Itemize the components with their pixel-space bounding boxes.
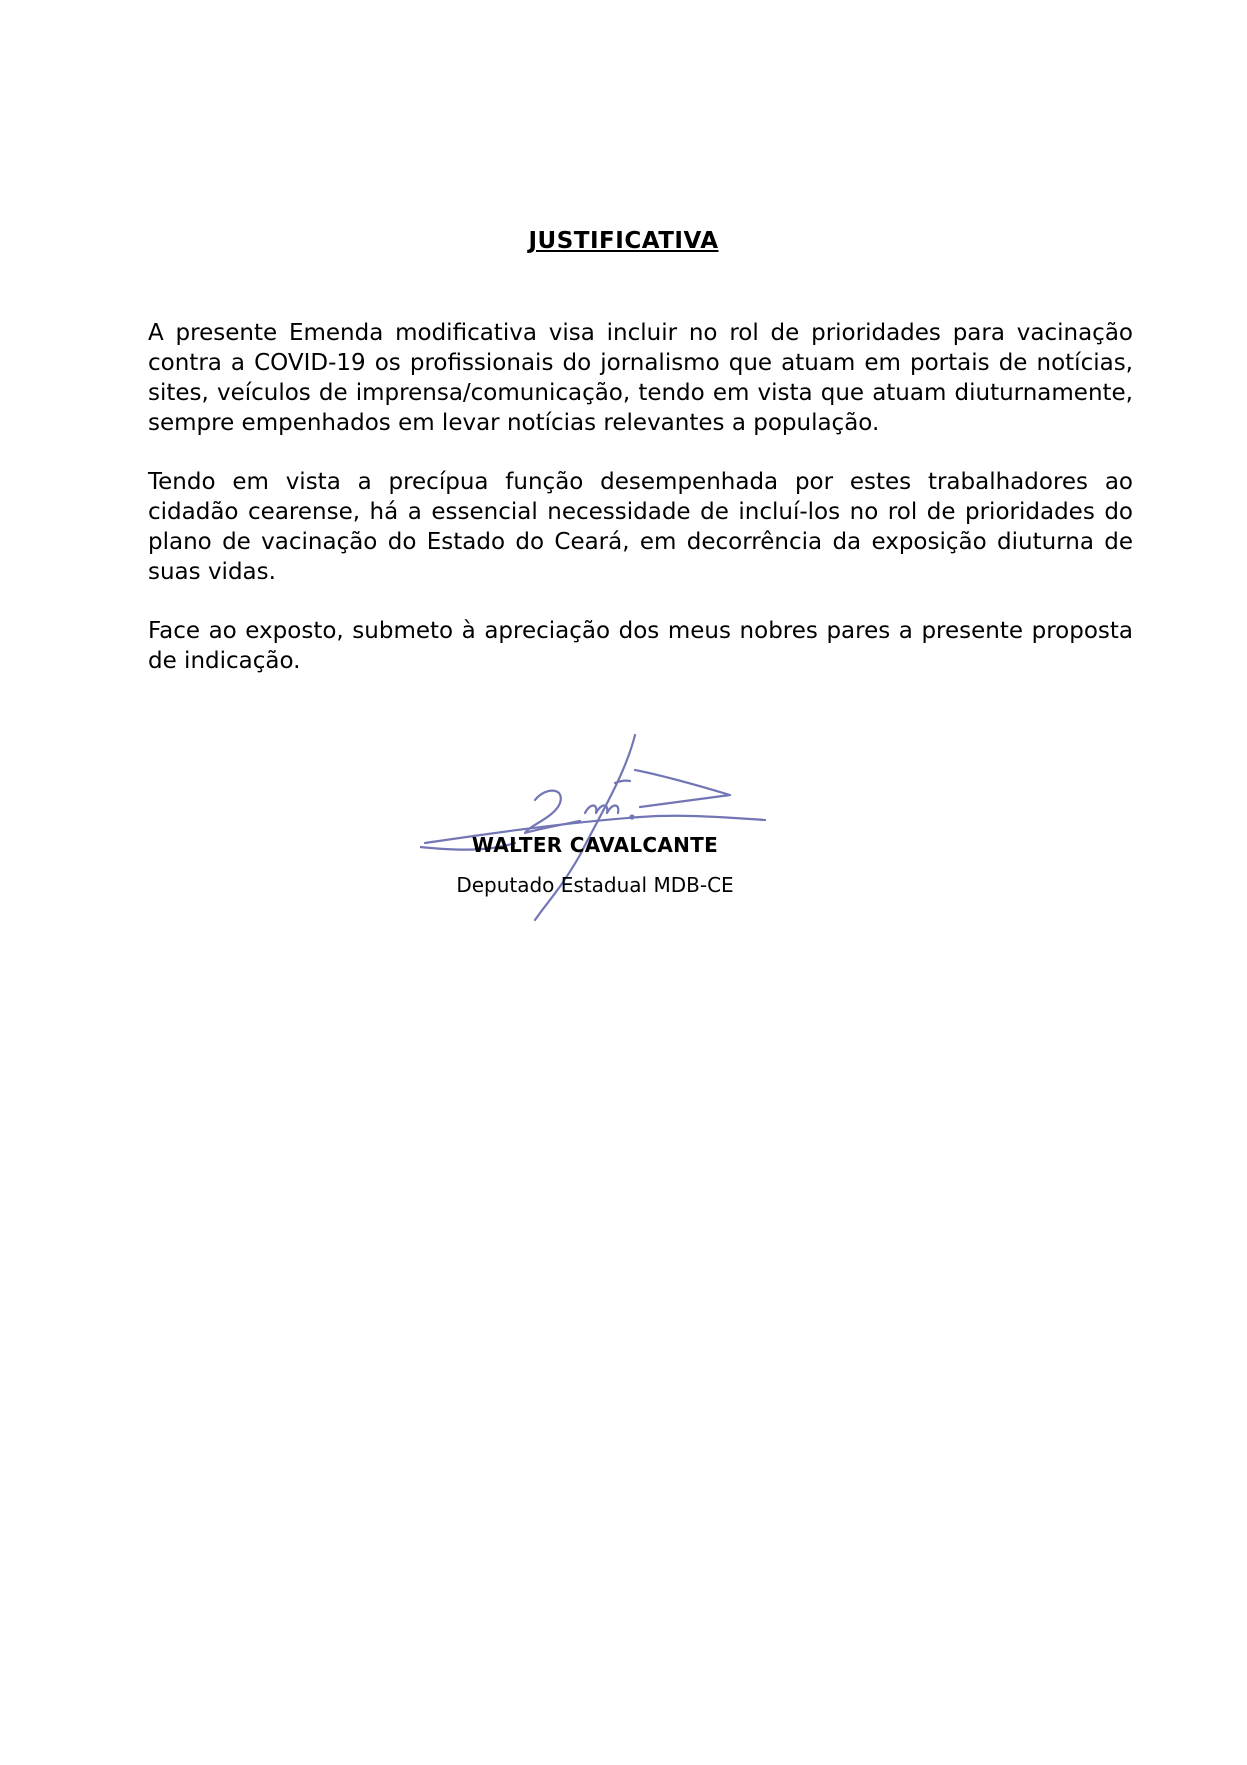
signer-name: WALTER CAVALCANTE: [471, 833, 719, 857]
paragraph-2: Tendo em vista a precípua função desempenhada por estes trabalhadores ao cidadão cearense, há a essencial necessidade de incluí-los no rol de prioridades do plano de vacinação do Estado do Ceará, em decorrência da exposição diuturna de suas vidas.: [148, 469, 1133, 585]
paragraph-1: A presente Emenda modificativa visa incluir no rol de prioridades para vacinação contra a COVID-19 os profissionais do jornalismo que atuam em portais de notícias, sites, veículos de imprensa/comunicação, tendo em vista que atuam diuturnamente, sempre empenhados em levar notícias relevantes a população.: [148, 320, 1133, 436]
signer-role: Deputado Estadual MDB-CE: [456, 873, 734, 897]
signature-block: [420, 725, 770, 925]
document-body: [148, 318, 1133, 705]
paragraph-3: Face ao exposto, submeto à apreciação dos meus nobres pares a presente proposta de indicação.: [148, 618, 1133, 674]
document-title: JUSTIFICATIVA: [528, 228, 719, 254]
